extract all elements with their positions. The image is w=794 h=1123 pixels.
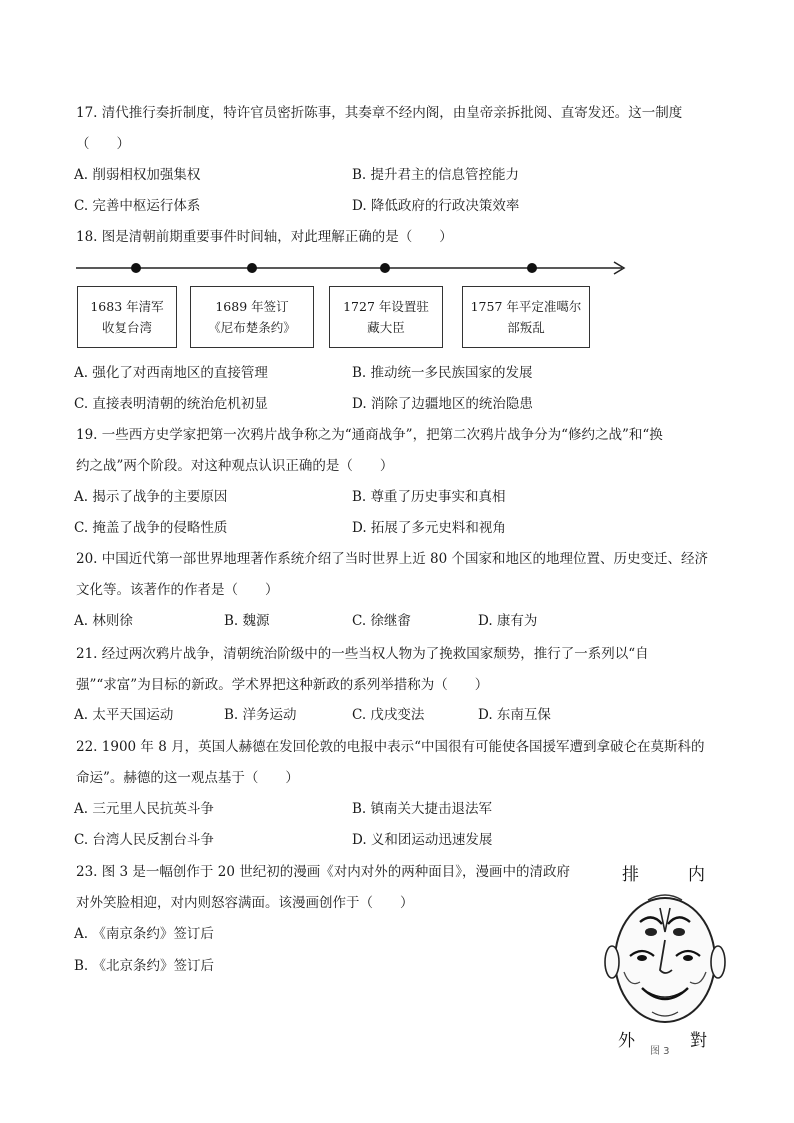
q17-stem-line1: 17. 清代推行奏折制度，特许官员密折陈事，其奏章不经内阁，由皇帝亲拆批阅、直寄发还。这一制度: [76, 105, 683, 121]
cartoon-caption: 图 3: [650, 1046, 670, 1055]
q19-stem-line1: 19. 一些西方史学家把第一次鸦片战争称之为“通商战争”，把第二次鸦片战争分为“修约之战”和“换: [76, 427, 663, 443]
timeline-event-1727: [329, 286, 443, 348]
cartoon-label-bottom-right: 對: [690, 1031, 707, 1051]
q22-option-a: A. 三元里人民抗英斗争: [74, 801, 214, 817]
q20-option-d: D. 康有为: [478, 613, 538, 629]
q19-option-b: B. 尊重了历史事实和真相: [352, 489, 506, 505]
timeline-dot-1683: [131, 263, 141, 273]
timeline-event-1683-text: 1683 年清军 收复台湾: [90, 299, 164, 335]
q23-option-a: A. 《南京条约》签订后: [74, 926, 214, 942]
q22-stem-line1: 22. 1900 年 8 月，英国人赫德在发回伦敦的电报中表示“中国很有可能使各国援军遭到拿破仑在莫斯科的: [76, 739, 705, 755]
q18-option-a: A. 强化了对西南地区的直接管理: [74, 365, 268, 381]
timeline-dot-1689: [247, 263, 257, 273]
q17-option-d: D. 降低政府的行政决策效率: [352, 198, 520, 214]
q22-option-d: D. 义和团运动迅速发展: [352, 832, 493, 848]
timeline-arrow: [76, 258, 626, 278]
q23-stem-line2: 对外笑脸相迎，对内则怒容满面。该漫画创作于（ ）: [76, 895, 414, 911]
q22-stem-line2: 命运”。赫德的这一观点基于（ ）: [76, 770, 299, 786]
q22-option-c: C. 台湾人民反割台斗争: [74, 832, 214, 848]
q17-stem-line2: （ ）: [76, 136, 130, 152]
cartoon-label-top-left: 排: [622, 865, 639, 885]
timeline-event-1727-text: 1727 年设置驻 藏大臣: [343, 299, 429, 335]
q22-option-b: B. 镇南关大捷击退法军: [352, 801, 493, 817]
timeline-event-1689: [190, 286, 314, 348]
q18-stem: 18. 图是清朝前期重要事件时间轴，对此理解正确的是（ ）: [76, 229, 453, 245]
cartoon-label-bottom-left: 外: [618, 1031, 635, 1051]
timeline-dot-1727: [380, 263, 390, 273]
q21-stem-line1: 21. 经过两次鸦片战争，清朝统治阶级中的一些当权人物为了挽救国家颓势，推行了一系列以“自: [76, 646, 649, 662]
timeline-dot-1757: [527, 263, 537, 273]
q19-option-a: A. 揭示了战争的主要原因: [74, 489, 228, 505]
cartoon-label-top-right: 内: [688, 865, 705, 885]
q21-option-c: C. 戊戌变法: [352, 707, 425, 723]
q17-option-a: A. 削弱相权加强集权: [74, 167, 201, 183]
q23-option-b: B. 《北京条约》签订后: [74, 958, 215, 974]
q21-option-b: B. 洋务运动: [224, 707, 297, 723]
timeline-event-1757: [462, 286, 590, 348]
q21-option-a: A. 太平天国运动: [74, 707, 174, 723]
q21-stem-line2: 强”“求富”为目标的新政。学术界把这种新政的系列举措称为（ ）: [76, 677, 489, 693]
q17-option-b: B. 提升君主的信息管控能力: [352, 167, 520, 183]
timeline-event-1689-text: 1689 年签订 《尼布楚条约》: [208, 299, 296, 335]
timeline-event-1757-text: 1757 年平定准噶尔 部叛乱: [470, 299, 582, 335]
q21-option-d: D. 东南互保: [478, 707, 551, 723]
q18-option-c: C. 直接表明清朝的统治危机初显: [74, 396, 268, 412]
q18-option-b: B. 推动统一多民族国家的发展: [352, 365, 533, 381]
q17-option-c: C. 完善中枢运行体系: [74, 198, 201, 214]
two-faced-cartoon: [600, 860, 730, 1055]
q20-stem-line1: 20. 中国近代第一部世界地理著作系统介绍了当时世界上近 80 个国家和地区的地理位置、历史变迁、经济: [76, 551, 709, 567]
q20-option-b: B. 魏源: [224, 613, 270, 629]
q19-option-d: D. 拓展了多元史料和视角: [352, 520, 506, 536]
q19-option-c: C. 掩盖了战争的侵略性质: [74, 520, 228, 536]
q20-stem-line2: 文化等。该著作的作者是（ ）: [76, 582, 279, 598]
q20-option-c: C. 徐继畬: [352, 613, 411, 629]
q18-option-d: D. 消除了边疆地区的统治隐患: [352, 396, 533, 412]
q20-option-a: A. 林则徐: [74, 613, 133, 629]
q23-stem-line1: 23. 图 3 是一幅创作于 20 世纪初的漫画《对内对外的两种面目》，漫画中的清政府: [76, 864, 570, 880]
q19-stem-line2: 约之战”两个阶段。对这种观点认识正确的是（ ）: [76, 458, 394, 474]
timeline-event-1683: [77, 286, 177, 348]
